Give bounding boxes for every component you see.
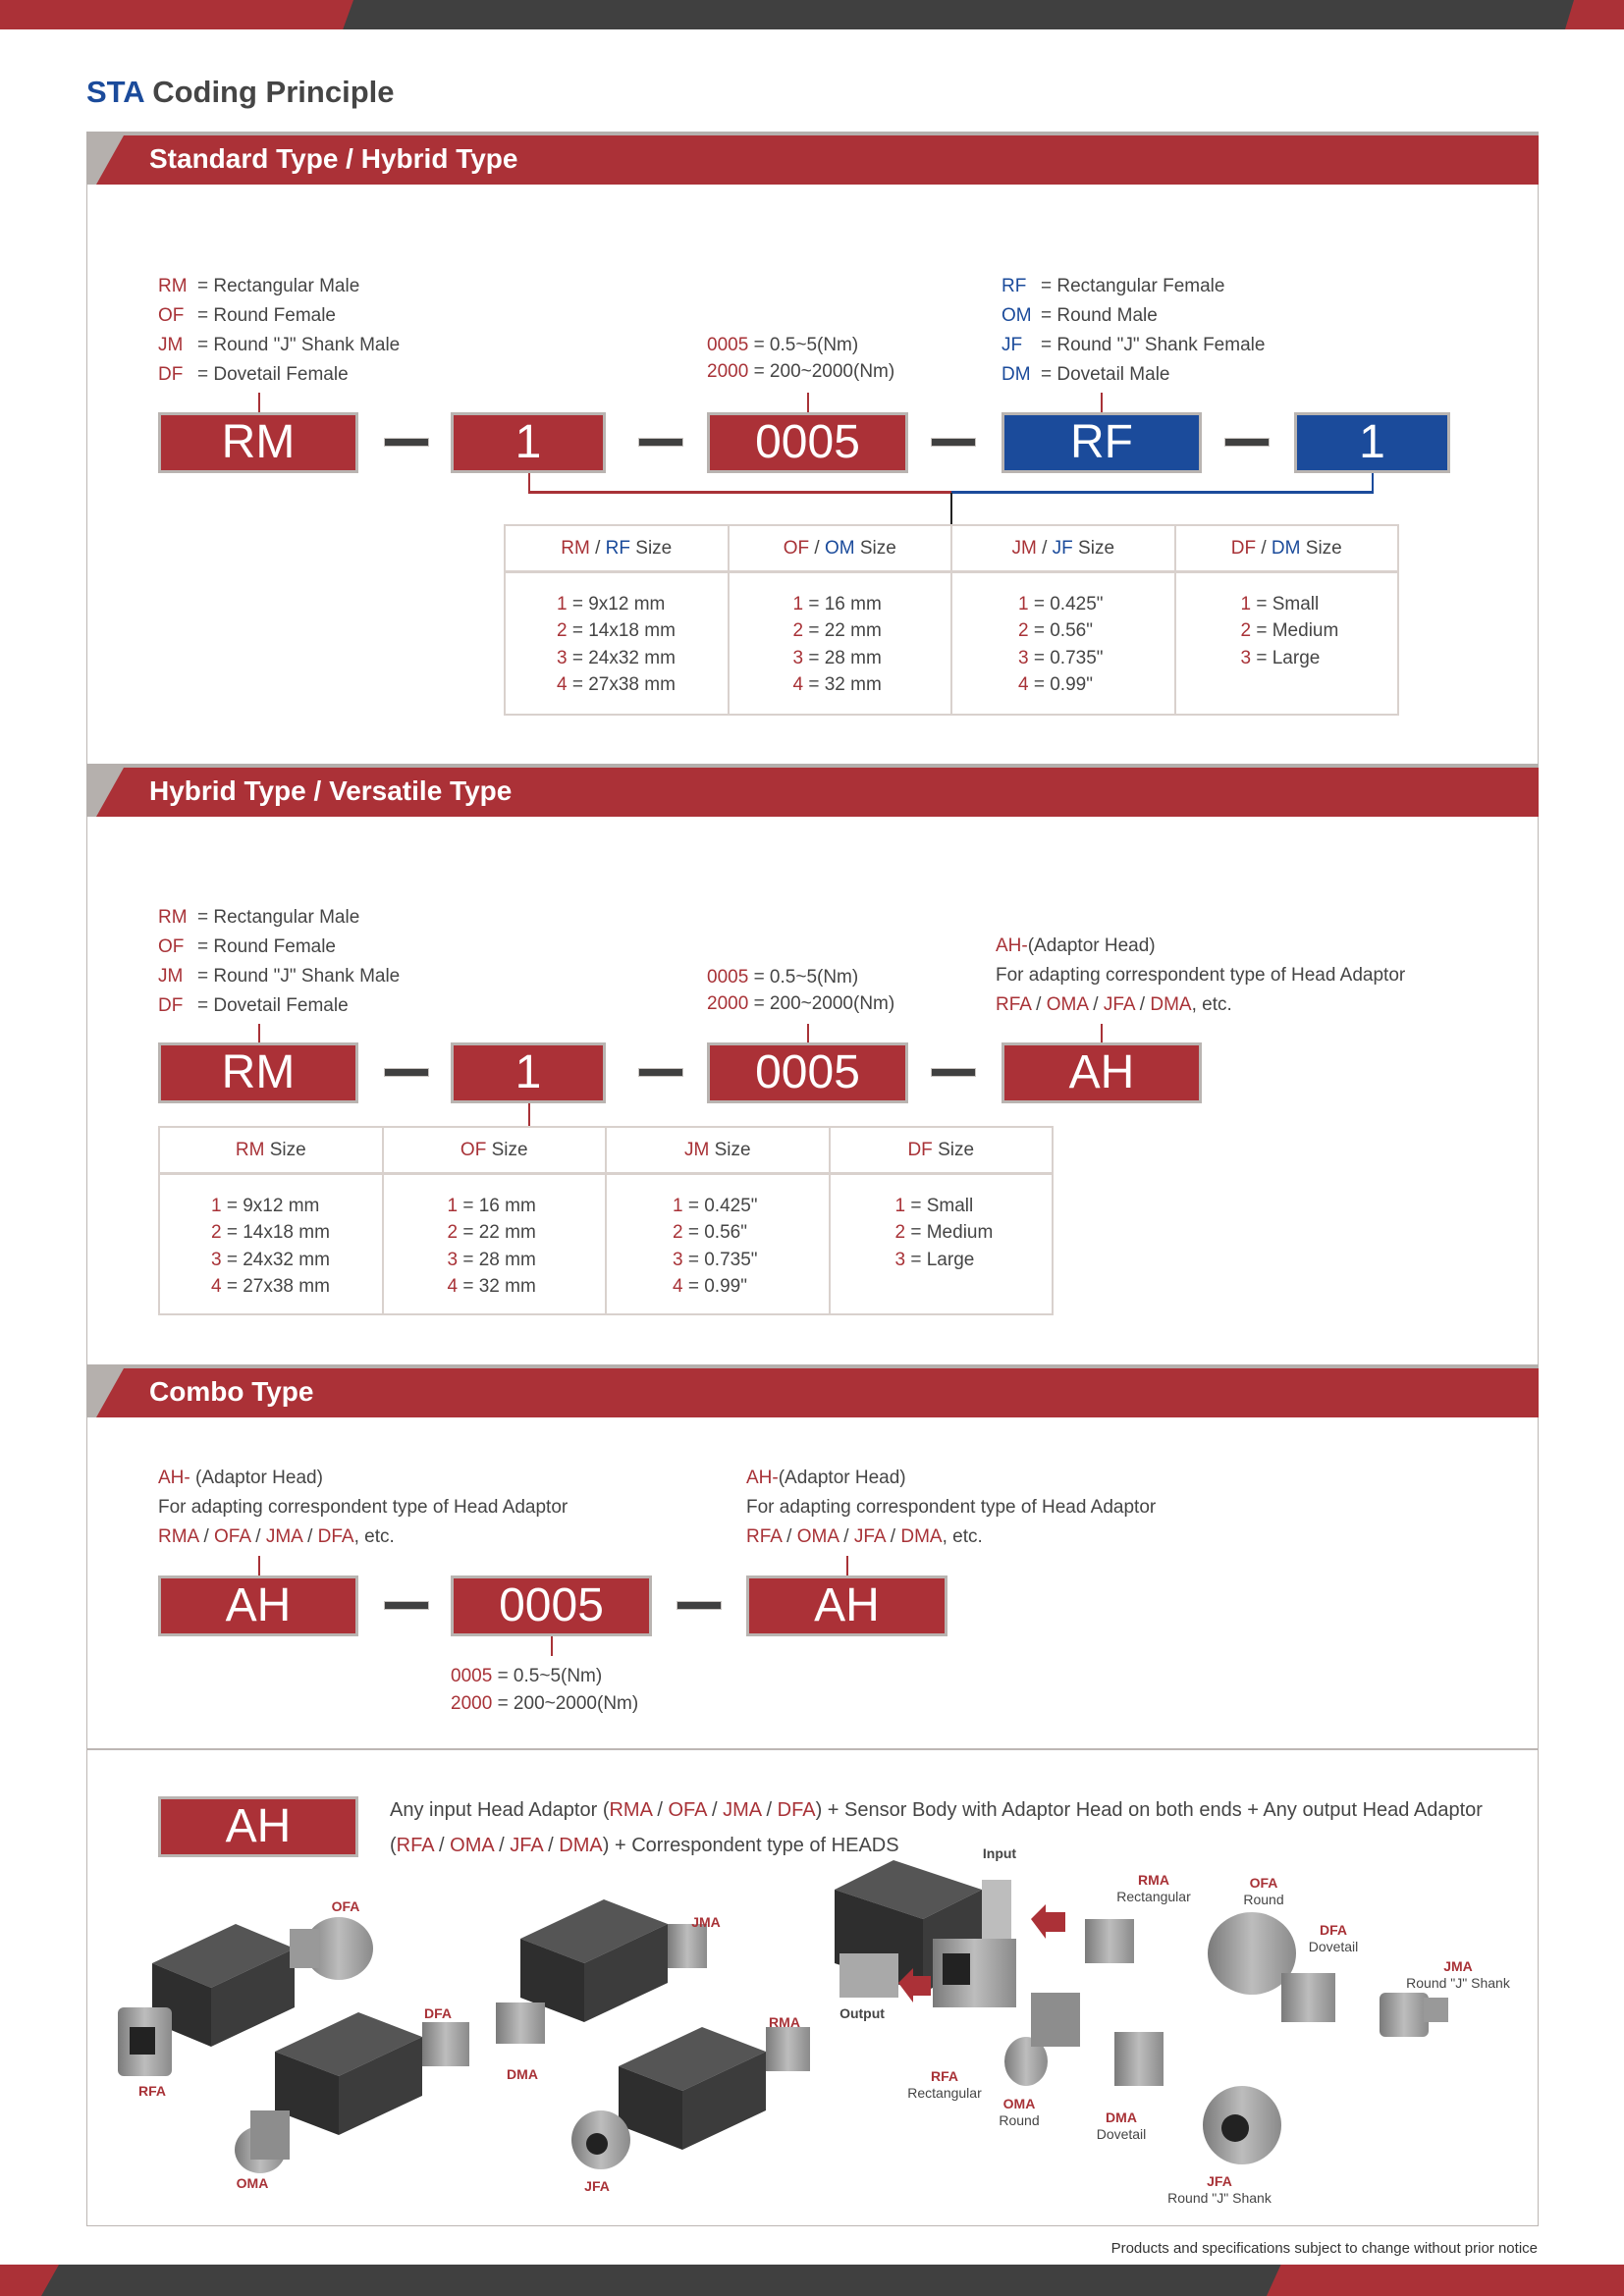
- adaptor-head-legend-output: AH-(Adaptor Head) For adapting correspondent type of Head Adaptor RFA / OMA / JFA / DMA, etc.: [746, 1468, 1157, 1547]
- label-jfa: JFA: [584, 2178, 610, 2194]
- sensor-assembly-jfa-rma: [571, 2027, 810, 2169]
- code-box-torque: 0005: [451, 1575, 652, 1636]
- torque-legend: 0005 = 0.5~5(Nm) 2000 = 200~2000(Nm): [707, 967, 895, 1014]
- code-box-torque: 0005: [707, 1042, 908, 1103]
- code-box-output-head: AH: [746, 1575, 947, 1636]
- label-rfa: RFA: [138, 2083, 166, 2099]
- label-dfa: DFA: [424, 2005, 452, 2021]
- title-text: Coding Principle: [152, 75, 395, 109]
- size-column: OF / OM Size 1 = 16 mm 2 = 22 mm 3 = 28 mm 4 = 32 mm: [730, 526, 953, 714]
- torque-legend: 0005 = 0.5~5(Nm) 2000 = 200~2000(Nm): [707, 335, 895, 382]
- code-box-output-type: RF: [1001, 412, 1202, 473]
- left-legend: RM = Rectangular Male OF = Round Female JM = Round "J" Shank Male DF = Dovetail Female: [158, 276, 401, 385]
- right-legend: RF = Rectangular Female OM = Round Male JF = Round "J" Shank Female DM = Dovetail Male: [1001, 276, 1266, 385]
- size-column: JM Size 1 = 0.425" 2 = 0.56" 3 = 0.735" 4 = 0.99": [607, 1128, 831, 1313]
- label-oma: OMA Round: [999, 2096, 1040, 2128]
- code-box-size: 1: [451, 1042, 606, 1103]
- code-box-output-size: 1: [1294, 412, 1450, 473]
- size-column: DF Size 1 = Small 2 = Medium 3 = Large: [831, 1128, 1053, 1313]
- code-box-size: 1: [451, 412, 606, 473]
- label-rfa: RFA Rectangular: [907, 2068, 982, 2101]
- label-jma: JMA: [691, 1914, 721, 1930]
- code-box-adaptor-head: AH: [158, 1796, 358, 1857]
- adaptor-dfa: [1281, 1973, 1335, 2022]
- adaptor-rma: [1085, 1919, 1134, 1963]
- size-column: RM Size 1 = 9x12 mm 2 = 14x18 mm 3 = 24x32 mm 4 = 27x38 mm: [160, 1128, 384, 1313]
- section-header-hybrid: Hybrid Type / Versatile Type: [86, 764, 1539, 817]
- torque-legend: 0005 = 0.5~5(Nm) 2000 = 200~2000(Nm): [451, 1666, 639, 1714]
- label-rma: RMA: [769, 2014, 800, 2030]
- adaptor-jfa: [1203, 2086, 1281, 2164]
- adaptor-jma: [1380, 1993, 1448, 2037]
- bottom-bar-accent: [1267, 2265, 1624, 2296]
- adaptor-head-legend: AH-(Adaptor Head) For adapting correspondent type of Head Adaptor RFA / OMA / JFA / DMA, etc.: [996, 935, 1406, 1015]
- code-box-torque: 0005: [707, 412, 908, 473]
- size-column: RM / RF Size 1 = 9x12 mm 2 = 14x18 mm 3 = 24x32 mm 4 = 27x38 mm: [506, 526, 730, 714]
- input-arrow-icon: [1031, 1904, 1065, 1939]
- label-jfa: JFA Round "J" Shank: [1167, 2173, 1272, 2206]
- sensor-assembly-dma-jma: [496, 1899, 707, 2044]
- label-dma: DMA Dovetail: [1096, 2109, 1147, 2142]
- size-column: OF Size 1 = 16 mm 2 = 22 mm 3 = 28 mm 4 = 32 mm: [384, 1128, 608, 1313]
- combo-description: Any input Head Adaptor (RMA / OFA / JMA / DFA) + Sensor Body with Adaptor Head on both ends + Any output Head Adaptor (RFA / OMA / JFA / DMA) + Correspondent type of HEADS: [390, 1799, 1483, 1856]
- code-box-type: RM: [158, 1042, 358, 1103]
- brand: STA: [86, 75, 144, 109]
- adaptor-dma: [1114, 2032, 1164, 2086]
- label-oma: OMA: [236, 2175, 269, 2191]
- sensor-assembly-oma-dfa: [235, 2012, 469, 2173]
- label-output: Output: [839, 2005, 885, 2021]
- adaptor-rfa: [933, 1939, 1016, 2007]
- code-box-adaptor-head: AH: [1001, 1042, 1202, 1103]
- size-column: DF / DM Size 1 = Small 2 = Medium 3 = Large: [1176, 526, 1398, 714]
- label-jma: JMA Round "J" Shank: [1406, 1958, 1510, 1991]
- code-box-input-head: AH: [158, 1575, 358, 1636]
- label-rma: RMA Rectangular: [1116, 1872, 1191, 1904]
- label-ofa: OFA Round: [1243, 1875, 1284, 1907]
- size-column: JM / JF Size 1 = 0.425" 2 = 0.56" 3 = 0.735" 4 = 0.99": [952, 526, 1176, 714]
- adaptor-head-legend-input: AH- (Adaptor Head) For adapting correspondent type of Head Adaptor RMA / OFA / JMA / DFA, etc.: [158, 1468, 568, 1547]
- label-dfa: DFA Dovetail: [1308, 1922, 1359, 1954]
- footer-notice: Products and specifications subject to change without prior notice: [1110, 2240, 1538, 2257]
- section-header-standard: Standard Type / Hybrid Type: [86, 132, 1539, 185]
- label-dma: DMA: [507, 2066, 538, 2082]
- code-box-type: RM: [158, 412, 358, 473]
- label-ofa: OFA: [331, 1898, 360, 1914]
- left-legend: RM = Rectangular Male OF = Round Female JM = Round "J" Shank Male DF = Dovetail Female: [158, 907, 401, 1016]
- label-input: Input: [982, 1845, 1017, 1861]
- section-header-combo: Combo Type: [86, 1364, 1539, 1417]
